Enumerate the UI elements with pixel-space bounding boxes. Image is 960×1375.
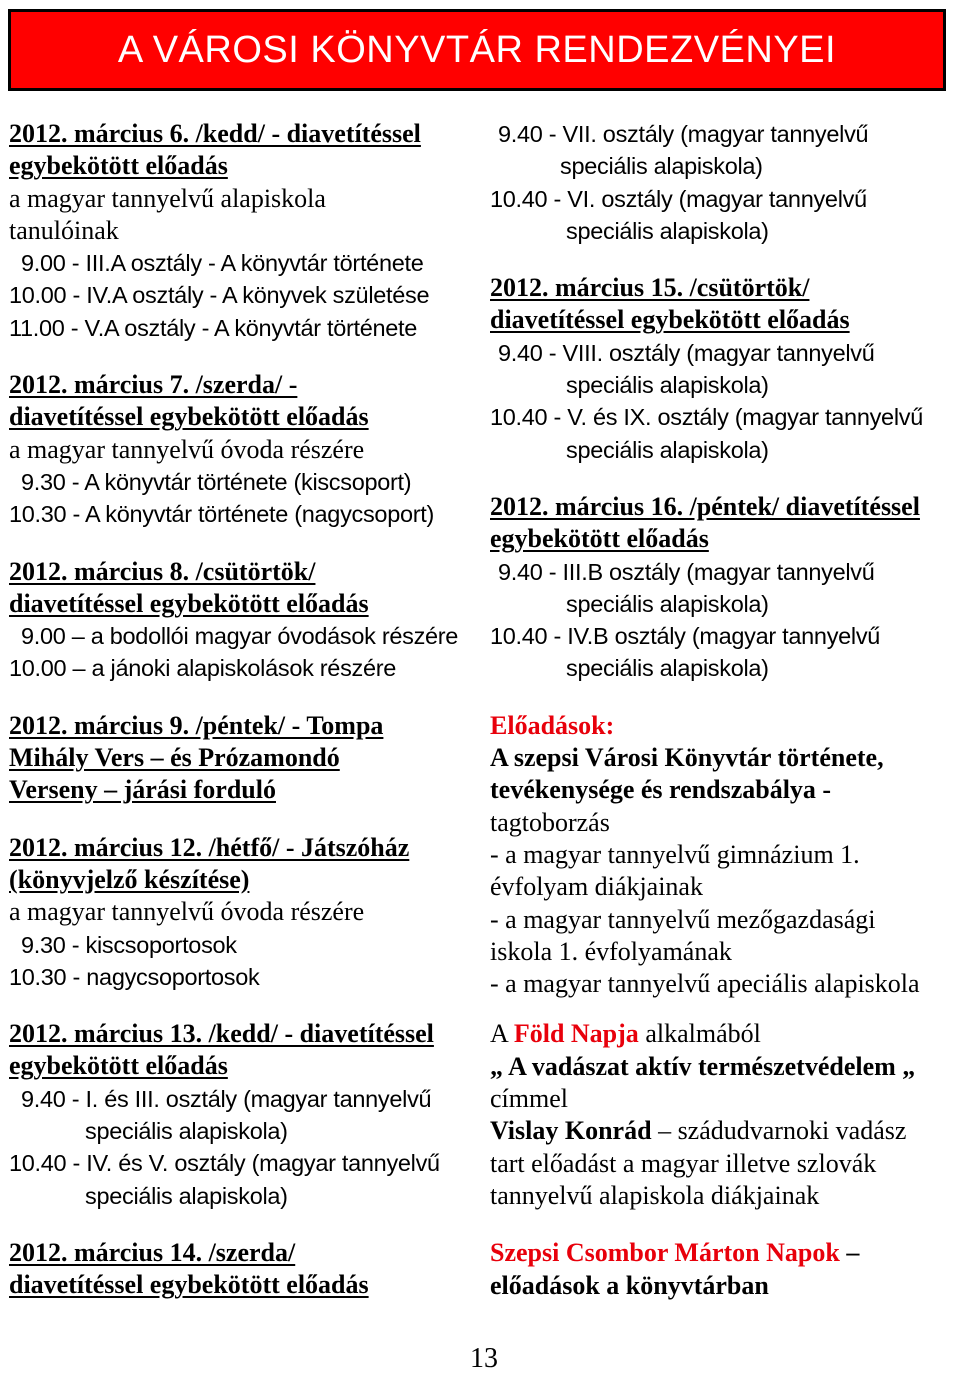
schedule-item: 10.00 - IV.A osztály - A könyvek születése xyxy=(9,282,430,309)
event-audience: tanulóinak xyxy=(9,215,119,245)
schedule-item: 10.40 - VI. osztály (magyar tannyelvű xyxy=(490,185,867,212)
right-column xyxy=(490,118,955,1302)
event-march-12 xyxy=(9,832,479,993)
schedule-item: 10.00 – a jánoki alapiskolások részére xyxy=(9,655,397,682)
page-title: A VÁROSI KÖNYVTÁR RENDEZVÉNYEI xyxy=(117,28,837,71)
lecture-text: - a magyar tannyelvű gimnázium 1. xyxy=(490,839,860,869)
schedule-item: speciális alapiskola) xyxy=(566,372,769,399)
event-heading: egybekötött előadás xyxy=(490,524,709,554)
lecture-text: tannyelvű alapiskola diákjainak xyxy=(490,1180,820,1210)
earth-day-section xyxy=(490,1018,955,1212)
lecture-text: évfolyam diákjainak xyxy=(490,872,703,902)
event-heading: Mihály Vers – és Prózamondó xyxy=(9,743,340,773)
event-audience: a magyar tannyelvű alapiskola xyxy=(9,183,326,213)
lecture-text: - a magyar tannyelvű mezőgazdasági xyxy=(490,904,876,934)
event-march-6 xyxy=(9,118,479,344)
schedule-item: 9.30 - A könyvtár története (kiscsoport) xyxy=(21,468,412,495)
event-heading: 2012. március 16. /péntek/ diavetítéssel xyxy=(490,491,920,521)
schedule-item: speciális alapiskola) xyxy=(566,217,769,244)
schedule-item: 10.30 - A könyvtár története (nagycsoport) xyxy=(9,501,435,528)
schedule-item: 9.40 - VII. osztály (magyar tannyelvű xyxy=(498,121,869,147)
event-heading: 2012. március 13. /kedd/ - diavetítéssel xyxy=(9,1019,434,1049)
schedule-item: 10.40 - V. és IX. osztály (magyar tannyelvű xyxy=(490,404,923,431)
event-heading: egybekötött előadás xyxy=(9,1051,228,1081)
lecture-title: A szepsi Városi Könyvtár története, xyxy=(490,743,884,773)
lecture-title: „ A vadászat aktív természetvédelem „ xyxy=(490,1051,916,1081)
csombor-heading: Szepsi Csombor Márton Napok – xyxy=(490,1238,860,1268)
schedule-item: speciális alapiskola) xyxy=(85,1118,288,1145)
event-march-9 xyxy=(9,710,479,807)
schedule-item: 9.40 - I. és III. osztály (magyar tannyelvű xyxy=(21,1085,432,1112)
csombor-section xyxy=(490,1237,955,1302)
schedule-item: 9.30 - kiscsoportosok xyxy=(21,931,237,958)
event-heading: (könyvjelző készítése) xyxy=(9,864,250,894)
schedule-item: speciális alapiskola) xyxy=(566,436,769,463)
event-heading: 2012. március 12. /hétfő/ - Játszóház xyxy=(9,832,410,862)
page-number: 13 xyxy=(470,1343,498,1374)
event-march-8 xyxy=(9,556,479,685)
event-heading: diavetítéssel egybekötött előadás xyxy=(9,402,369,432)
earth-day-intro: A Föld Napja alkalmából xyxy=(490,1019,761,1049)
schedule-item: 9.40 - III.B osztály (magyar tannyelvű xyxy=(498,558,875,585)
schedule-item: 10.40 - IV. és V. osztály (magyar tannyelvű xyxy=(9,1150,440,1177)
schedule-item: speciális alapiskola) xyxy=(560,153,763,180)
lecture-text: címmel xyxy=(490,1084,568,1114)
event-heading: egybekötött előadás xyxy=(9,151,228,181)
event-heading: 2012. március 15. /csütörtök/ xyxy=(490,273,810,303)
event-heading: 2012. március 6. /kedd/ - diavetítéssel xyxy=(9,119,421,148)
schedule-item: 9.00 - III.A osztály - A könyvtár története xyxy=(21,250,424,277)
lecture-title: tevékenysége és rendszabálya - xyxy=(490,775,832,805)
event-heading: diavetítéssel egybekötött előadás xyxy=(490,305,850,335)
event-heading: Verseny – járási forduló xyxy=(9,775,276,805)
event-heading: 2012. március 14. /szerda/ xyxy=(9,1237,296,1267)
event-march-7 xyxy=(9,369,479,530)
schedule-item: 10.30 - nagycsoportosok xyxy=(9,963,260,990)
lecture-text: tart előadást a magyar illetve szlovák xyxy=(490,1148,877,1178)
csombor-subtitle: előadások a könyvtárban xyxy=(490,1270,769,1300)
schedule-item: 9.40 - VIII. osztály (magyar tannyelvű xyxy=(498,339,875,366)
schedule-item: 11.00 - V.A osztály - A könyvtár története xyxy=(9,314,418,341)
event-heading: diavetítéssel egybekötött előadás xyxy=(9,1270,369,1300)
event-heading: 2012. március 7. /szerda/ - xyxy=(9,370,298,400)
event-march-13 xyxy=(9,1018,479,1212)
lecture-text: iskola 1. évfolyamának xyxy=(490,936,732,966)
event-heading: diavetítéssel egybekötött előadás xyxy=(9,588,369,618)
lectures-section xyxy=(490,710,955,1001)
lecture-text: tagtoborzás xyxy=(490,807,610,837)
event-march-16 xyxy=(490,491,955,685)
schedule-item: 9.00 – a bodollói magyar óvodások részére xyxy=(21,623,459,650)
lecturer-name: Vislay Konrád xyxy=(490,1116,652,1146)
event-heading: 2012. március 8. /csütörtök/ xyxy=(9,556,316,586)
event-heading: 2012. március 9. /péntek/ - Tompa xyxy=(9,710,384,740)
left-column xyxy=(9,118,479,1302)
event-march-15 xyxy=(490,272,955,466)
earth-day-name: Föld Napja xyxy=(513,1019,639,1049)
event-march-14 xyxy=(9,1237,479,1302)
schedule-item: speciális alapiskola) xyxy=(85,1182,288,1209)
schedule-item: speciális alapiskola) xyxy=(566,655,769,682)
event-audience: a magyar tannyelvű óvoda részére xyxy=(9,434,365,464)
schedule-item: 10.40 - IV.B osztály (magyar tannyelvű xyxy=(490,623,881,650)
lecture-text: - a magyar tannyelvű apeciális alapiskola xyxy=(490,969,920,999)
lecturer-line: Vislay Konrád – szádudvarnoki vadász xyxy=(490,1116,907,1146)
event-march-14-continued xyxy=(490,118,955,247)
event-audience: a magyar tannyelvű óvoda részére xyxy=(9,897,365,927)
title-banner xyxy=(8,9,946,91)
lectures-heading: Előadások: xyxy=(490,710,615,740)
schedule-item: speciális alapiskola) xyxy=(566,590,769,617)
